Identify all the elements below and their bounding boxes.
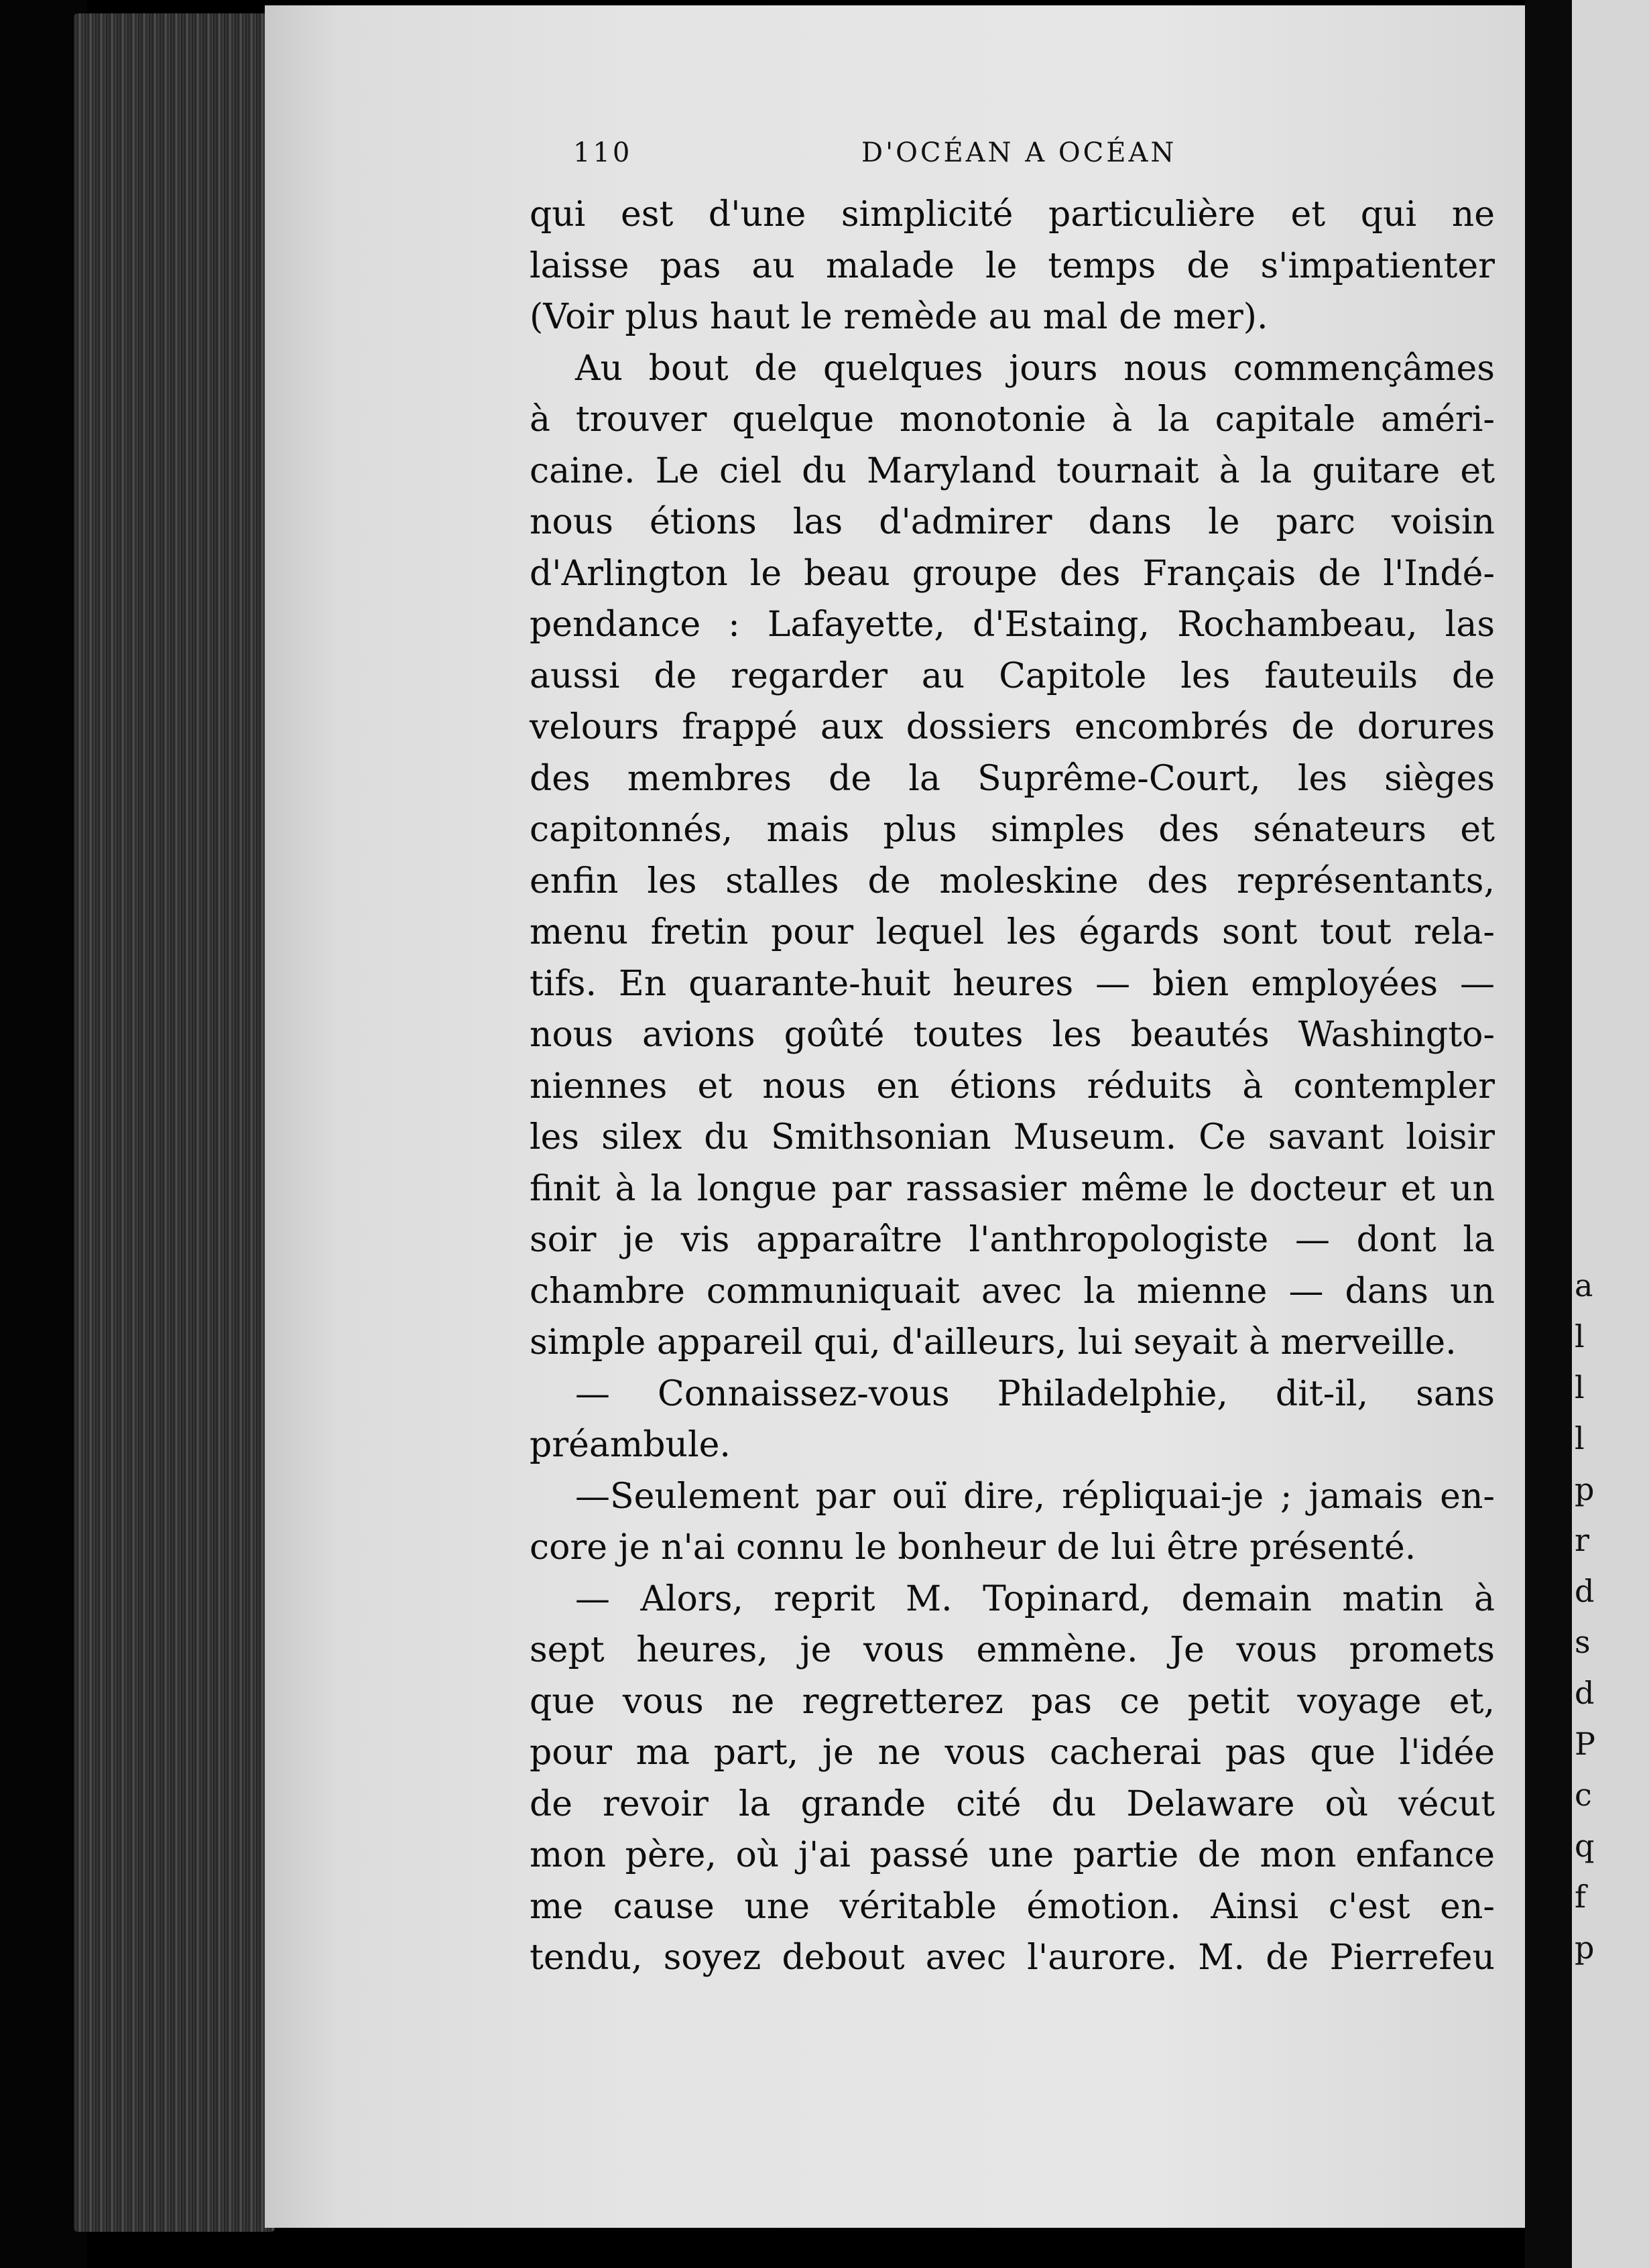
text-line: simple appareil qui, d'ailleurs, lui seyait à merveille. [530, 1322, 1457, 1363]
text-line: menu fretin pour lequel les égards sont tout rela- [530, 912, 1495, 952]
text-line: core je n'ai connu le bonheur de lui être présenté. [530, 1527, 1416, 1568]
book-page-edges [74, 13, 275, 2232]
text-fragment: p [1575, 1471, 1595, 1507]
text-fragment: p [1575, 1930, 1595, 1966]
text-line: velours frappé aux dossiers encombrés de dorures [530, 707, 1495, 747]
text-line: pendance : Lafayette, d'Estaing, Rochambeau, las [530, 605, 1495, 645]
text-line: pour ma part, je ne vous cacherai pas que l'idée [530, 1732, 1495, 1773]
text-line: d'Arlington le beau groupe des Français de l'Indé- [530, 553, 1495, 594]
text-fragment: P [1575, 1726, 1595, 1762]
text-fragment: c [1575, 1777, 1592, 1813]
body-text [530, 189, 1495, 1984]
text-line: —Seulement par ouï dire, répliquai-je ; jamais en- [575, 1476, 1495, 1517]
text-line: capitonnés, mais plus simples des sénateurs et [530, 810, 1495, 850]
text-line: — Alors, reprit M. Topinard, demain matin à [575, 1578, 1495, 1619]
text-line: enfin les stalles de moleskine des représentants, [530, 861, 1495, 901]
next-page-text-fragment [1575, 1260, 1595, 1973]
text-line: des membres de la Suprême-Court, les sièges [530, 758, 1495, 799]
text-line: que vous ne regretterez pas ce petit voyage et, [530, 1681, 1495, 1722]
text-line: qui est d'une simplicité particulière et qui ne [530, 194, 1495, 235]
text-fragment: f [1575, 1879, 1587, 1915]
text-line: chambre communiquait avec la mienne — dans un [530, 1271, 1495, 1312]
page-title: D'OCÉAN A OCÉAN [861, 137, 1177, 168]
text-line: à trouver quelque monotonie à la capitale améri- [530, 399, 1495, 440]
text-fragment: l [1575, 1369, 1585, 1405]
page-number: 110 [573, 137, 633, 168]
text-line: aussi de regarder au Capitole les fauteuils de [530, 655, 1495, 696]
text-fragment: a [1575, 1267, 1593, 1304]
text-line: Au bout de quelques jours nous commençâmes [575, 348, 1495, 389]
text-line: nous étions las d'admirer dans le parc voisin [530, 502, 1495, 542]
text-line: (Voir plus haut le remède au mal de mer). [530, 297, 1268, 337]
text-fragment: s [1575, 1624, 1591, 1660]
text-fragment: l [1575, 1420, 1585, 1456]
text-line: nous avions goûté toutes les beautés Washingto- [530, 1015, 1495, 1055]
running-head [573, 137, 1512, 178]
text-fragment: d [1575, 1573, 1595, 1609]
text-line: tendu, soyez debout avec l'aurore. M. de Pierrefeu [530, 1938, 1495, 1978]
text-line: les silex du Smithsonian Museum. Ce savant loisir [530, 1117, 1495, 1157]
text-line: — Connaissez-vous Philadelphie, dit-il, sans [575, 1373, 1495, 1414]
text-fragment: r [1575, 1522, 1589, 1558]
next-page-edge [1572, 0, 1649, 2268]
text-line: caine. Le ciel du Maryland tournait à la guitare et [530, 450, 1495, 491]
text-line: sept heures, je vous emmène. Je vous promets [530, 1630, 1495, 1670]
text-line: laisse pas au malade le temps de s'impatienter [530, 245, 1495, 286]
book-gutter [1525, 0, 1572, 2268]
text-line: tifs. En quarante-huit heures — bien employées — [530, 963, 1495, 1004]
text-fragment: q [1575, 1828, 1595, 1864]
text-line: préambule. [530, 1425, 731, 1465]
text-fragment: l [1575, 1318, 1585, 1354]
text-line: niennes et nous en étions réduits à contempler [530, 1066, 1495, 1107]
text-fragment: d [1575, 1675, 1595, 1711]
text-line: me cause une véritable émotion. Ainsi c'est en- [530, 1886, 1495, 1927]
text-line: de revoir la grande cité du Delaware où vécut [530, 1783, 1495, 1824]
text-line: finit à la longue par rassasier même le docteur et un [530, 1168, 1495, 1209]
text-line: mon père, où j'ai passé une partie de mon enfance [530, 1835, 1495, 1875]
text-line: soir je vis apparaître l'anthropologiste — dont la [530, 1220, 1495, 1260]
